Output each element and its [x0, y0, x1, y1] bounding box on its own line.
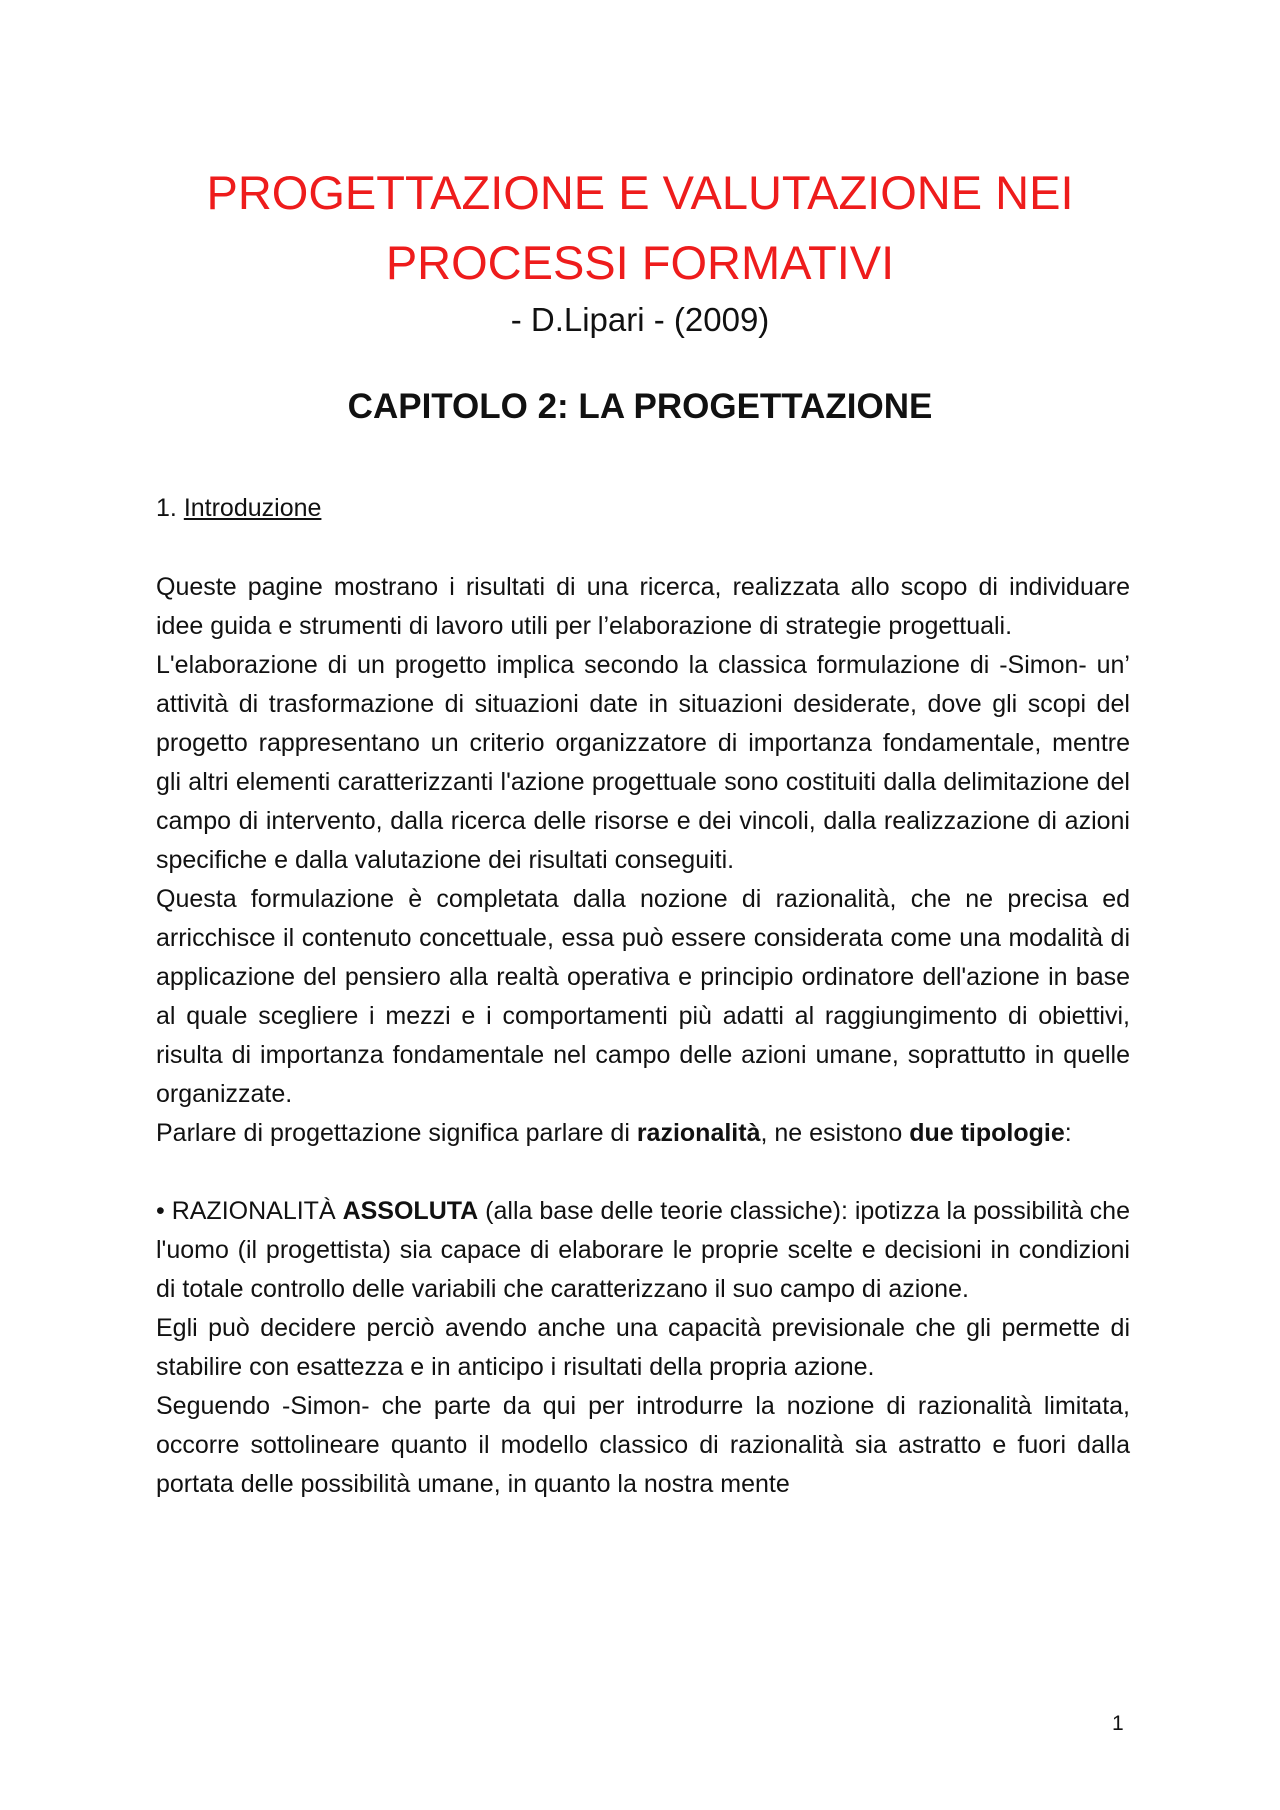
paragraph-4-bold-1: razionalità — [636, 1119, 761, 1147]
paragraph-6: Egli può decidere perciò avendo anche una capacità previsionale che gli permette di stabilire con esattezza e in anticipo i risultati della propria azione. — [156, 1314, 1130, 1381]
paragraph-3: Questa formulazione è completata dalla nozione di razionalità, che ne precisa ed arricchisce il contenuto concettuale, essa può essere considerata come una modalità di applicazione del pensiero alla realtà operativa e principio ordinatore dell'azione in base al quale scegliere i mezzi e i comportamenti più adatti al raggiungimento di obiettivi, risulta di importanza fondamentale nel campo delle azioni umane, soprattutto in quelle organizzate. — [156, 885, 1130, 1108]
paragraph-4 — [156, 1114, 1130, 1153]
paragraph-5 — [156, 1192, 1130, 1309]
section-number: 1. — [156, 494, 177, 522]
author-line: - D.Lipari - (2009) — [510, 301, 770, 338]
paragraph-4-text-1: Parlare di progettazione significa parlare di — [156, 1119, 637, 1147]
paragraph-1: Queste pagine mostrano i risultati di una ricerca, realizzata allo scopo di individuare idee guida e strumenti di lavoro utili per l’elaborazione di strategie progettuali. — [156, 573, 1130, 640]
document-title-line-1: PROGETTAZIONE E VALUTAZIONE NEI — [206, 166, 1074, 219]
paragraph-5-text-2: (alla base delle teorie classiche): ipotizza la possibilità che l'uomo (il progettista) sia capace di elaborare le proprie scelte e decisioni in condizioni di totale controllo delle variabili che caratterizzano il suo campo di azione. — [156, 1197, 1130, 1303]
paragraph-2: L'elaborazione di un progetto implica secondo la classica formulazione di -Simon- un’ attività di trasformazione di situazioni date in situazioni desiderate, dove gli scopi del progetto rappresentano un criterio organizzatore di importanza fondamentale, mentre gli altri elementi caratterizzanti l'azione progettuale sono costituiti dalla delimitazione del campo di intervento, dalla ricerca delle risorse e dei vincoli, dalla realizzazione di azioni specifiche e dalla valutazione dei risultati conseguiti. — [156, 651, 1130, 874]
paragraph-5-text-1: • RAZIONALITÀ — [156, 1197, 343, 1225]
document-title — [120, 158, 1160, 298]
document-title-line-2: PROCESSI FORMATIVI — [385, 236, 895, 289]
paragraph-5-bold-1: ASSOLUTA — [342, 1197, 479, 1225]
section-heading — [156, 491, 321, 525]
page-number: 1 — [1112, 1712, 1124, 1735]
chapter-heading: CAPITOLO 2: LA PROGETTAZIONE — [347, 387, 933, 426]
paragraph-4-text-3: : — [1064, 1119, 1072, 1147]
paragraph-4-text-2: , ne esistono — [760, 1119, 910, 1147]
body-text — [156, 568, 1130, 1504]
paragraph-4-bold-2: due tipologie — [909, 1119, 1065, 1147]
section-title: Introduzione — [183, 494, 322, 522]
paragraph-7: Seguendo -Simon- che parte da qui per introdurre la nozione di razionalità limitata, occorre sottolineare quanto il modello classico di razionalità sia astratto e fuori dalla portata delle possibilità umane, in quanto la nostra mente — [156, 1392, 1130, 1498]
